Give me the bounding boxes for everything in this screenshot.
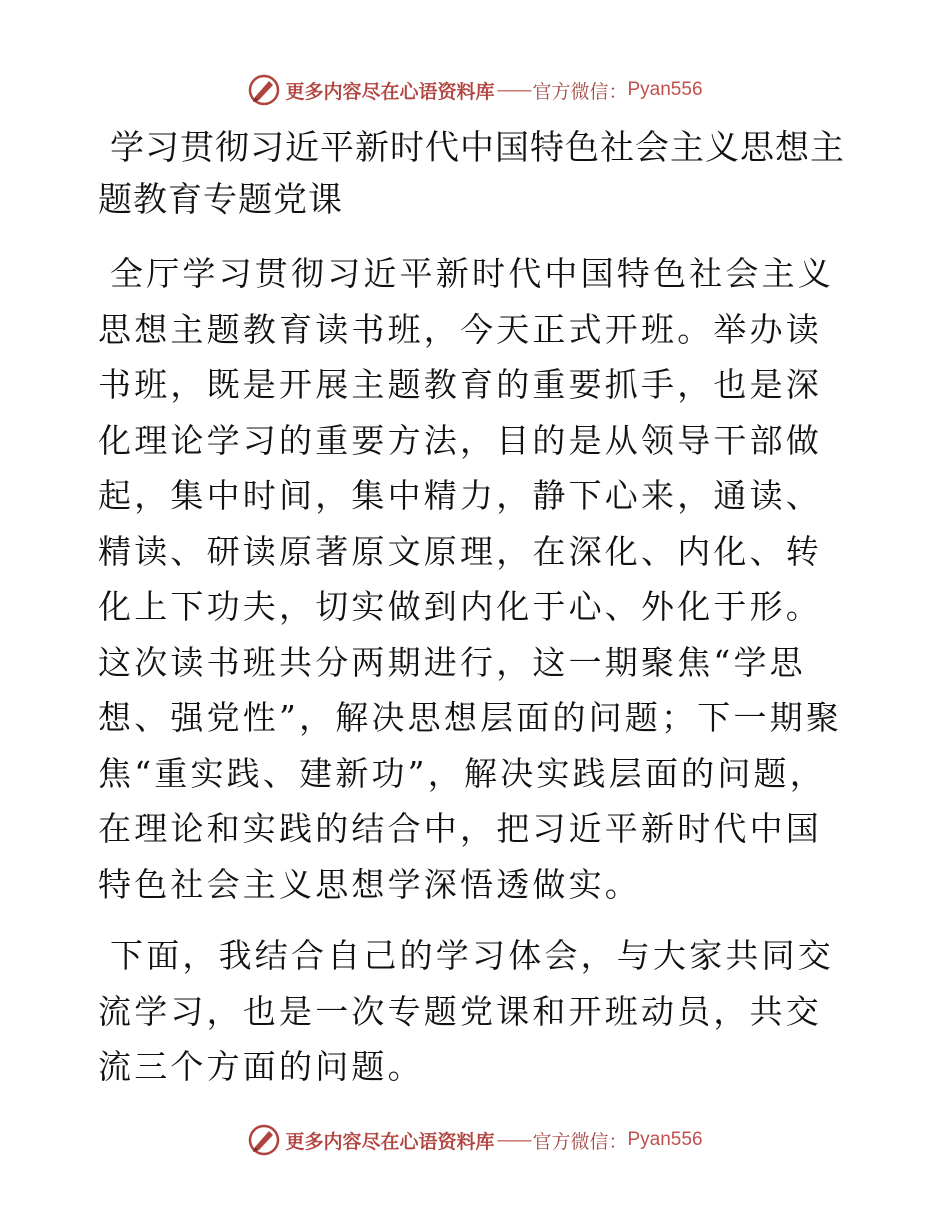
banner-separator: —— — [496, 79, 531, 101]
banner-wechat-id: Pyan556 — [627, 1129, 703, 1150]
pen-logo-icon — [247, 1123, 281, 1157]
banner-wechat-label: 官方微信： — [532, 80, 628, 103]
paragraph-2: 下面，我结合自己的学习体会，与大家共同交流学习，也是一次专题党课和开班动员，共交流三个方面的问题。 — [98, 936, 834, 1086]
banner-wechat-id: Pyan556 — [627, 79, 703, 100]
document-title: 学习贯彻习近平新时代中国特色社会主义思想主题教育专题党课 — [98, 128, 845, 220]
banner-separator: —— — [496, 1129, 531, 1151]
header-watermark-banner — [0, 70, 950, 110]
banner-wechat-label: 官方微信： — [532, 1130, 628, 1153]
footer-watermark-banner — [0, 1120, 950, 1160]
banner-text: 更多内容尽在心语资料库 — [285, 80, 495, 103]
document-body — [98, 122, 850, 1095]
pen-logo-icon — [247, 73, 281, 107]
banner-text: 更多内容尽在心语资料库 — [285, 1130, 495, 1153]
paragraph-1: 全厅学习贯彻习近平新时代中国特色社会主义思想主题教育读书班，今天正式开班。举办读书班，既是开展主题教育的重要抓手，也是深化理论学习的重要方法，目的是从领导干部做起，集中时间，集中精力，静下心来，通读、精读、研读原著原文原理，在深化、内化、转化上下功夫，切实做到内化于心、外化于形。这次读书班共分两期进行，这一期聚焦“学思想、强党性”，解决思想层面的问题；下一期聚焦“重实践、建新功”，解决实践层面的问题，在理论和实践的结合中，把习近平新时代中国特色社会主义思想学深悟透做实。 — [98, 254, 843, 904]
